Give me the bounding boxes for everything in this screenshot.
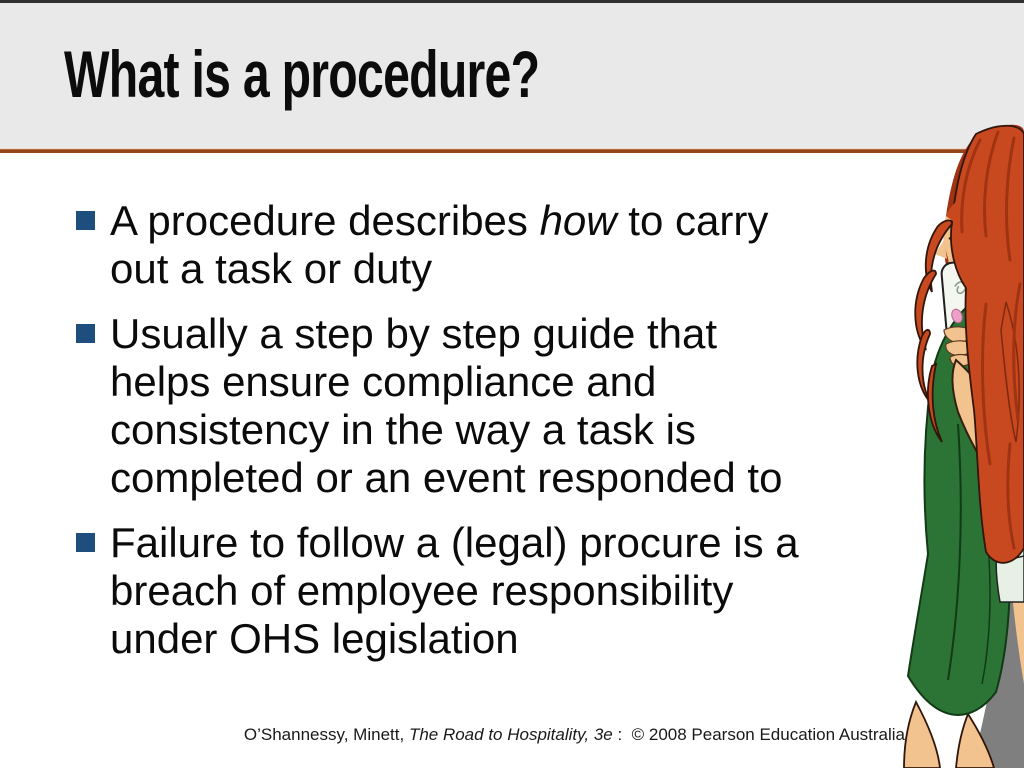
page-title: What is a procedure? <box>64 37 540 111</box>
woman-with-phone-illustration <box>860 124 1024 768</box>
bullet-text: Usually a step by step guide that helps ensure compliance and consistency in the way a task is completed or an event responded to <box>110 310 783 501</box>
bullet-square-icon <box>76 211 95 230</box>
bullet-square-icon <box>76 533 95 552</box>
bullet-text: A procedure describes how to carry out a task or duty <box>110 197 769 292</box>
bullet-square-icon <box>76 324 95 343</box>
bullet-item <box>76 519 906 663</box>
footer-citation: O’Shannessy, Minett, The Road to Hospitality, 3e : © 2008 Pearson Education Australia <box>243 725 905 744</box>
bullet-item <box>76 197 906 293</box>
bullet-text: Failure to follow a (legal) procure is a breach of employee responsibility under OHS legislation <box>110 519 799 662</box>
top-accent-bar <box>0 0 1024 3</box>
bullet-item <box>76 310 906 502</box>
bullet-list <box>76 197 906 680</box>
